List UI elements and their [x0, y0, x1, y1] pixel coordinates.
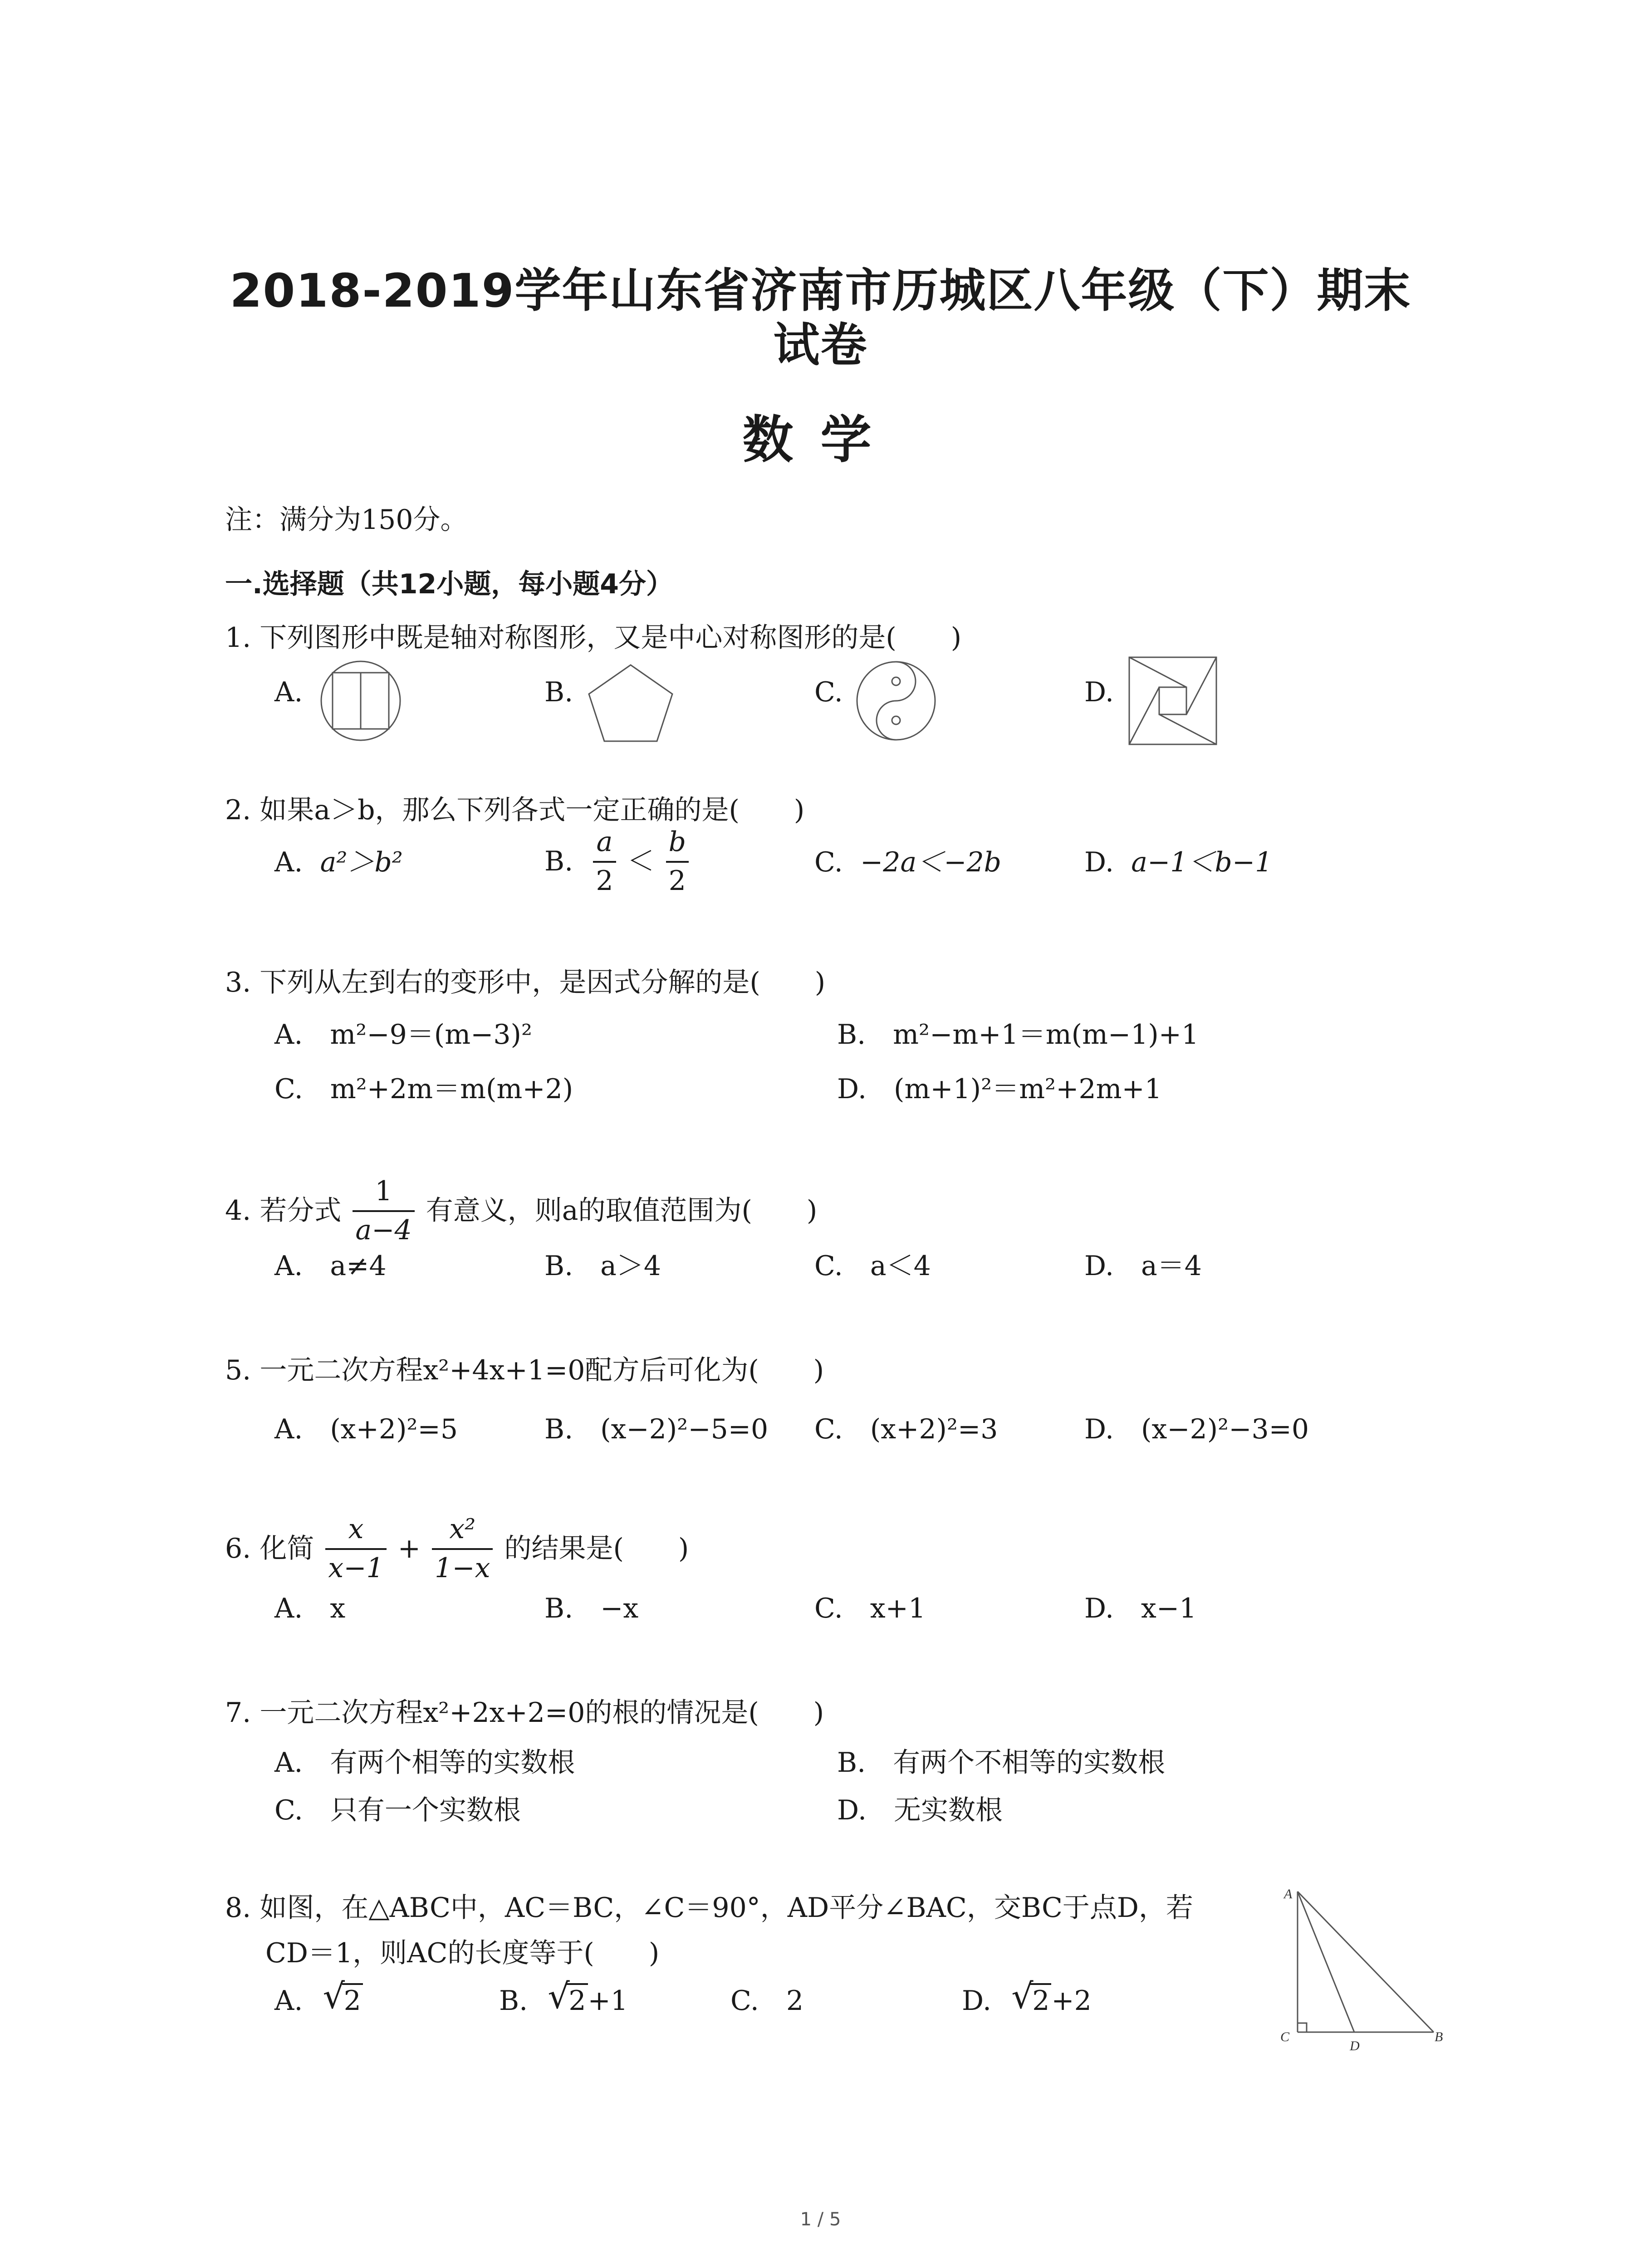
q4-option-a: A. a≠4 [274, 1250, 387, 1282]
q5-stem: 5. 一元二次方程x²+4x+1=0配方后可化为( ) [225, 1354, 824, 1386]
q8-stem-line-1: 8. 如图，在△ABC中，AC＝BC，∠C＝90°，AD平分∠BAC，交BC于点D，若 [225, 1892, 1194, 1924]
section-heading: 一.选择题（共12小题，每小题4分） [225, 568, 674, 600]
q8-option-b-label: B. [499, 1985, 528, 2017]
q4-option-b: B. a＞4 [544, 1250, 661, 1282]
q5-option-d: D. (x−2)²−3=0 [1084, 1413, 1309, 1445]
q5-option-b: B. (x−2)²−5=0 [544, 1413, 769, 1445]
score-note: 注：满分为150分。 [225, 504, 468, 536]
page-number: 1 / 5 [800, 2209, 841, 2230]
q8-vertex-b-label: B [1435, 2029, 1443, 2044]
q1-option-d-label: D. [1084, 676, 1114, 708]
q1-option-d-figure [1127, 655, 1218, 746]
q1-stem: 1. 下列图形中既是轴对称图形，又是中心对称图形的是( ) [225, 622, 962, 654]
q8-option-d: D. √ 2+2 [962, 1976, 1092, 2017]
q8-stem-line-2: CD＝1，则AC的长度等于( ) [265, 1937, 660, 1969]
q1-option-a-label: A. [274, 676, 303, 708]
q8-option-a-label: A. [274, 1985, 303, 2017]
title-line-1: 2018-2019学年山东省济南市历城区八年级（下）期末 [230, 264, 1411, 318]
title-line-2: 试卷 [773, 318, 868, 372]
q2-option-a-expr: a²＞b² [320, 846, 403, 878]
q8-triangle-figure [1270, 1882, 1461, 2064]
q2-option-d [1084, 846, 1272, 879]
q7-option-a: A. 有两个相等的实数根 [274, 1747, 575, 1779]
q8-option-d-sqrt: √ 2 [1011, 1984, 1051, 2017]
q3-option-b: B. m²−m+1＝m(m−1)+1 [837, 1019, 1199, 1051]
q6-option-d: D. x−1 [1084, 1593, 1197, 1624]
q2-option-d-label: D. [1084, 846, 1114, 878]
q1-option-c-label: C. [814, 676, 843, 708]
q2-option-c-label: C. [814, 846, 843, 878]
subject-title: 数学 [742, 411, 899, 469]
q7-option-c: C. 只有一个实数根 [274, 1794, 521, 1826]
q8-vertex-c-label: C [1280, 2029, 1290, 2044]
q6-option-a: A. x [274, 1593, 346, 1624]
q6-option-c: C. x+1 [814, 1593, 926, 1624]
q4-stem [225, 1175, 817, 1246]
q8-option-a [274, 1976, 363, 2017]
q2-option-a-label: A. [274, 846, 303, 878]
q7-stem: 7. 一元二次方程x²+2x+2=0的根的情况是( ) [225, 1697, 824, 1729]
q2-option-b [544, 826, 691, 897]
q3-option-c: C. m²+2m＝m(m+2) [274, 1073, 573, 1105]
q5-option-a: A. (x+2)²=5 [274, 1413, 458, 1445]
q4-fraction: $\frac{1}{a-4}$ [353, 1175, 414, 1246]
q1-option-c-figure [855, 660, 937, 742]
q1-option-a-figure [318, 660, 404, 742]
q8-option-c: C. 2 [730, 1985, 804, 2017]
q4-stem-pre: 4. 若分式 [225, 1195, 342, 1227]
q4-stem-post: 有意义，则a的取值范围为( ) [426, 1195, 818, 1227]
q6-stem-post: 的结果是( ) [504, 1533, 689, 1564]
q5-option-c: C. (x+2)²=3 [814, 1413, 998, 1445]
q2-option-b-frac-a: $\frac{a}{2}$ [593, 826, 616, 897]
q2-option-d-expr: a−1＜b−1 [1131, 846, 1273, 878]
q4-option-c: C. a＜4 [814, 1250, 931, 1282]
q6-fraction-2: $\frac{\text{x²}}{1-x}$ [432, 1513, 493, 1584]
q6-stem-pre: 6. 化简 [225, 1533, 314, 1564]
q2-option-c-expr: −2a＜−2b [860, 846, 1002, 878]
q7-option-b: B. 有两个不相等的实数根 [837, 1747, 1166, 1779]
q6-plus: + [397, 1533, 421, 1564]
q8-vertex-a-label: A [1284, 1887, 1293, 1901]
q2-option-b-label: B. [544, 846, 573, 877]
q8-option-d-label: D. [962, 1985, 992, 2017]
q2-option-a [274, 846, 403, 879]
q3-option-a: A. m²−9＝(m−3)² [274, 1019, 533, 1051]
q2-stem: 2. 如果a＞b，那么下列各式一定正确的是( ) [225, 794, 805, 826]
q4-option-d: D. a＝4 [1084, 1250, 1202, 1282]
q6-option-b: B. −x [544, 1593, 639, 1624]
q8-vertex-d-label: D [1350, 2038, 1360, 2053]
q2-option-b-frac-b: $\frac{b}{2}$ [666, 826, 689, 897]
q8-option-a-sqrt: √ 2 [323, 1984, 363, 2017]
q6-stem [225, 1513, 689, 1584]
q8-option-b: B. √ 2+1 [499, 1976, 628, 2017]
q7-option-d: D. 无实数根 [837, 1794, 1003, 1826]
q6-fraction-1: $\frac{x}{x-1}$ [325, 1513, 386, 1584]
q2-option-b-op: ＜ [627, 846, 655, 877]
q2-option-c [814, 846, 1001, 879]
q3-stem: 3. 下列从左到右的变形中，是因式分解的是( ) [225, 967, 826, 998]
q1-option-b-figure [585, 662, 676, 744]
q8-option-b-sqrt: √ 2 [548, 1984, 588, 2017]
q1-option-b-label: B. [544, 676, 573, 708]
q3-option-d: D. (m+1)²＝m²+2m+1 [837, 1073, 1162, 1105]
